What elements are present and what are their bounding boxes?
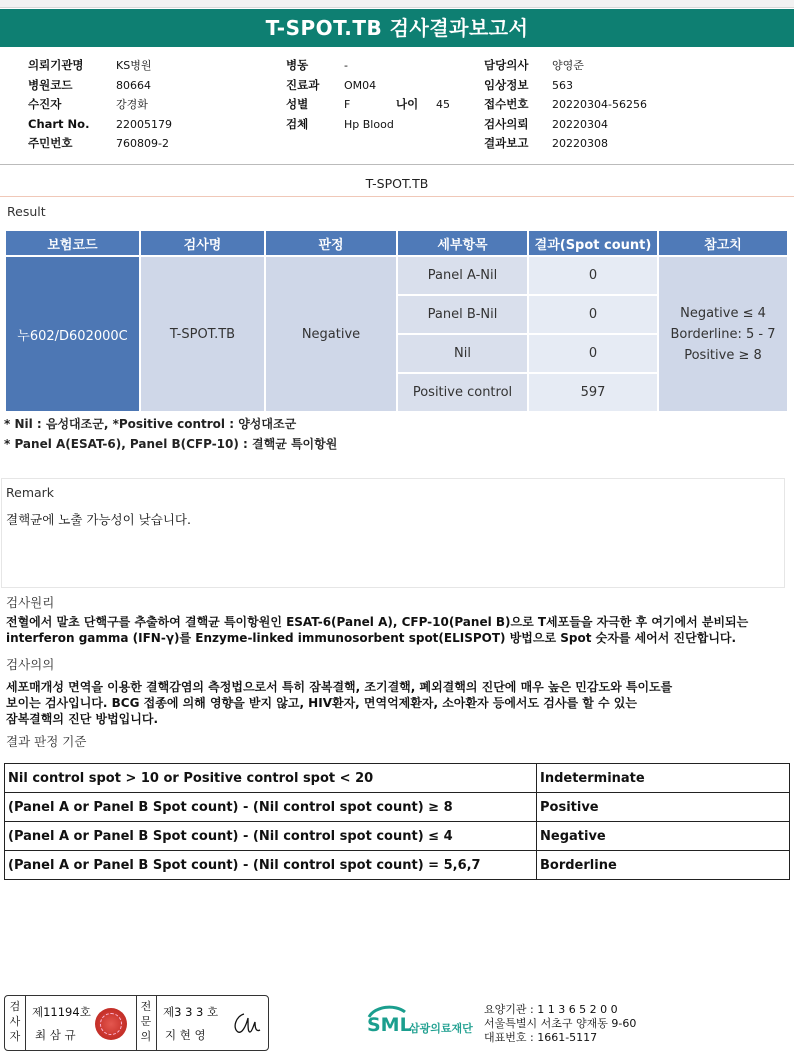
seal-stamp-icon [95, 1008, 127, 1040]
approver-label: 전문의 [140, 1000, 152, 1043]
table-row [5, 822, 790, 851]
header-column-1 [28, 56, 258, 154]
inspector-label: 검사자 [9, 1000, 21, 1043]
significance-label: 검사의의 [6, 657, 55, 672]
reference-range [658, 256, 788, 412]
column-header: 결과(Spot count) [528, 230, 658, 256]
criteria-result: Indeterminate [537, 764, 790, 793]
header-key: 결과보고 [484, 136, 529, 150]
header-row [28, 115, 258, 135]
footnote: * Panel A(ESAT-6), Panel B(CFP-10) : 결핵균 특이항원 [4, 437, 338, 451]
footnote: * Nil : 음성대조군, *Positive control : 양성대조군 [4, 417, 297, 431]
header-row [286, 76, 476, 96]
header-key: 임상정보 [484, 77, 529, 92]
spot-count: 0 [528, 256, 658, 295]
header-key: 검체 [286, 116, 309, 131]
table-row [5, 851, 790, 880]
header-key: 진료과 [286, 77, 320, 92]
column-header: 검사명 [140, 230, 265, 256]
header-value: 20220308 [552, 137, 608, 150]
header-key: 병동 [286, 58, 309, 72]
divider [136, 996, 137, 1050]
report-title: T-SPOT.TB 검사결과보고서 [0, 9, 794, 47]
significance-text [6, 679, 790, 727]
sml-logo [365, 1004, 480, 1044]
result-header-row [5, 230, 788, 256]
header-value: 20220304 [552, 117, 608, 131]
result-label: Result [7, 204, 46, 219]
column-header: 참고치 [658, 230, 788, 256]
org-phone: 대표번호 : 1661-5117 [484, 1031, 598, 1044]
header-row [286, 56, 476, 76]
paragraph-line: interferon gamma (IFN-γ)를 Enzyme-linked immunosorbent spot(ELISPOT) 방법으로 Spot 숫자를 세어서 진단합니다. [6, 631, 737, 645]
header-key: 의뢰기관명 [28, 58, 84, 72]
inspector-license: 제11194호 [32, 1005, 91, 1019]
header-value: OM04 [344, 78, 377, 92]
criteria-condition: (Panel A or Panel B Spot count) - (Nil control spot count) = 5,6,7 [5, 851, 537, 880]
header-value: 20220304-56256 [552, 98, 647, 111]
paragraph-line: 잠복결핵의 진단 방법입니다. [6, 712, 159, 726]
header-key: 주민번호 [28, 136, 73, 150]
test-name: T-SPOT.TB [140, 256, 265, 412]
reference-line: Negative ≤ 4 [680, 305, 766, 321]
org-code: 요양기관 : 1 1 3 6 5 2 0 0 [484, 1003, 618, 1016]
footnotes [4, 414, 337, 454]
column-header: 판정 [265, 230, 397, 256]
remark-box [1, 478, 785, 588]
column-header: 보험코드 [5, 230, 140, 256]
paragraph-line: 보이는 검사입니다. BCG 접종에 의해 영향을 받지 않고, HIV환자, 면역억제환자, 소아환자 등에서도 검사를 할 수 있는 [6, 696, 637, 710]
header-row [484, 76, 784, 96]
table-row [5, 256, 788, 295]
remark-label: Remark [6, 485, 55, 500]
header-value: 22005179 [116, 117, 172, 131]
logo-text: SML [367, 1014, 412, 1036]
criteria-table [4, 763, 790, 880]
header-column-2 [286, 56, 476, 134]
detail-item: Positive control [397, 373, 528, 412]
divider [156, 996, 157, 1050]
header-column-3 [484, 56, 784, 154]
detail-item: Nil [397, 334, 528, 373]
logo-org-name: 삼광의료재단 [409, 1022, 473, 1035]
spot-count: 597 [528, 373, 658, 412]
header-key: 접수번호 [484, 97, 529, 111]
age-value: 45 [436, 98, 450, 111]
remark-text: 결핵균에 노출 가능성이 낮습니다. [6, 512, 191, 527]
inspector-name: 최 삼 규 [35, 1028, 76, 1042]
header-row [484, 134, 784, 154]
column-header: 세부항목 [397, 230, 528, 256]
header-row [286, 95, 476, 115]
header-key: 성별 [286, 97, 309, 111]
header-row [28, 76, 258, 96]
approver-name: 지 현 영 [165, 1028, 206, 1042]
section-subtitle: T-SPOT.TB [0, 170, 794, 197]
criteria-result: Borderline [537, 851, 790, 880]
header-row [286, 115, 476, 135]
header-value: 760809-2 [116, 137, 169, 150]
header-row [484, 56, 784, 76]
spot-count: 0 [528, 334, 658, 373]
header-row [484, 95, 784, 115]
header-key: Chart No. [28, 116, 90, 131]
age-key: 나이 [396, 97, 419, 111]
header-row [28, 56, 258, 76]
table-row [5, 793, 790, 822]
reference-line: Positive ≥ 8 [684, 347, 762, 363]
result-table [4, 229, 789, 413]
reference-line: Borderline: 5 - 7 [670, 326, 776, 342]
header-value: 563 [552, 78, 573, 92]
footer [0, 990, 794, 1059]
header-value: - [344, 59, 348, 72]
header-value: 양영준 [552, 59, 584, 72]
spot-count: 0 [528, 295, 658, 334]
top-strip [0, 0, 794, 8]
org-address: 서울특별시 서초구 양재동 9-60 [484, 1017, 637, 1030]
criteria-result: Positive [537, 793, 790, 822]
criteria-condition: (Panel A or Panel B Spot count) - (Nil control spot count) ≤ 4 [5, 822, 537, 851]
insurance-code: 누602/D602000C [5, 256, 140, 412]
divider [25, 996, 26, 1050]
criteria-label: 결과 판정 기준 [6, 734, 87, 749]
judgement: Negative [265, 256, 397, 412]
header-value: KS병원 [116, 59, 152, 72]
header-key: 수진자 [28, 97, 62, 111]
header-value: 강경화 [116, 98, 148, 111]
header-value: Hp Blood [344, 117, 394, 131]
signature-icon [230, 1008, 264, 1038]
patient-header [0, 47, 794, 165]
criteria-condition: Nil control spot > 10 or Positive control spot < 20 [5, 764, 537, 793]
criteria-condition: (Panel A or Panel B Spot count) - (Nil control spot count) ≥ 8 [5, 793, 537, 822]
principle-label: 검사원리 [6, 595, 55, 610]
detail-item: Panel A-Nil [397, 256, 528, 295]
header-key: 검사의뢰 [484, 116, 529, 131]
principle-text [6, 614, 790, 646]
criteria-result: Negative [537, 822, 790, 851]
approver-license: 제3 3 3 호 [163, 1005, 219, 1019]
detail-item: Panel B-Nil [397, 295, 528, 334]
table-row [5, 764, 790, 793]
header-row [484, 115, 784, 135]
header-key: 담당의사 [484, 58, 529, 72]
organization-info [484, 1003, 636, 1045]
paragraph-line: 전혈에서 말초 단핵구를 추출하여 결핵균 특이항원인 ESAT-6(Panel A), CFP-10(Panel B)으로 T세포들을 자극한 후 여기에서 분비되는 [6, 615, 749, 629]
header-row [28, 95, 258, 115]
header-key: 병원코드 [28, 77, 73, 92]
header-value: 80664 [116, 78, 151, 92]
signature-box [4, 995, 269, 1051]
header-value: F [344, 98, 351, 111]
header-row [28, 134, 258, 154]
paragraph-line: 세포매개성 면역을 이용한 결핵감염의 측정법으로서 특히 잠복결핵, 조기결핵, 폐외결핵의 진단에 매우 높은 민감도와 특이도를 [6, 680, 673, 694]
